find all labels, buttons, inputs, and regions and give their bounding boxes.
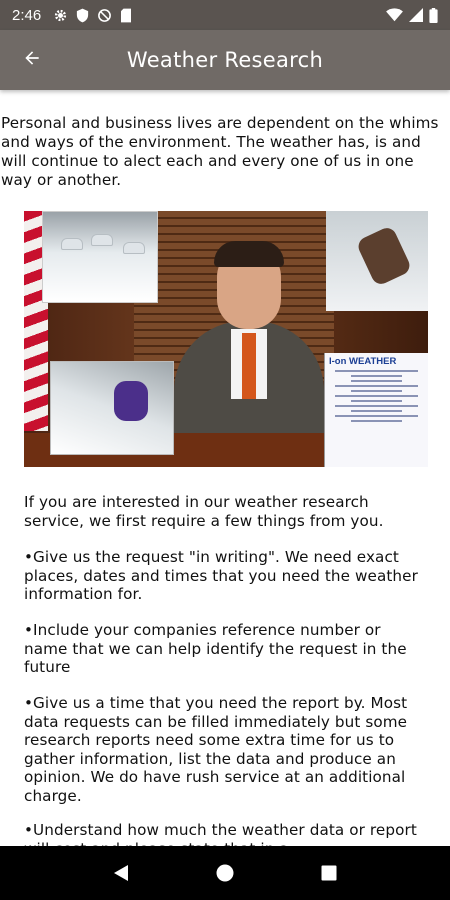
- bullet-report-time: •Give us a time that you need the report by. Most data requests can be filled immediately but some research reports need some extra time for us to gather information, list the data and produce an opinion. We do have rush service at an additional charge.: [24, 694, 408, 805]
- bullet-in-writing: •Give us the request "in writing". We need exact places, dates and times that you need the weather information for.: [24, 548, 418, 603]
- shield-icon: [76, 8, 89, 23]
- back-triangle-icon[interactable]: [113, 864, 129, 882]
- weather-research-photo: [24, 211, 428, 467]
- fallen-person-inset: [50, 361, 174, 455]
- no-sync-icon: [97, 8, 112, 23]
- report-document: [324, 353, 428, 467]
- scroll-content[interactable]: [0, 90, 450, 846]
- system-nav-bar: [0, 846, 450, 900]
- app-bar: [0, 30, 450, 90]
- arrow-left-icon: [22, 48, 42, 72]
- sd-card-icon: [120, 8, 132, 23]
- status-bar: [0, 0, 450, 30]
- bullet-cost: •Understand how much the weather data or report: [24, 821, 417, 839]
- status-time: 2:46: [12, 6, 42, 24]
- report-logo: I-on WEATHER: [329, 356, 397, 367]
- settings-gear-icon: [53, 8, 68, 23]
- recents-square-icon[interactable]: [321, 865, 337, 881]
- bullet-reference-number: •Include your companies reference number or name that we can help identify the request in the future: [24, 621, 407, 676]
- page-title: Weather Research: [126, 48, 324, 72]
- snowy-street-inset: [42, 211, 158, 303]
- home-circle-icon[interactable]: [216, 864, 234, 882]
- battery-icon: [429, 8, 438, 23]
- intro-paragraph: Personal and business lives are dependent on the whims and ways of the environment. The weather has, is and will continue to alect each and every one of us in one way or another.: [1, 114, 439, 189]
- wifi-icon: [386, 8, 403, 22]
- back-button[interactable]: [0, 30, 64, 90]
- cellular-signal-icon: [409, 8, 423, 22]
- paragraph-requirements: If you are interested in our weather research service, we first require a few things from you.: [24, 493, 384, 530]
